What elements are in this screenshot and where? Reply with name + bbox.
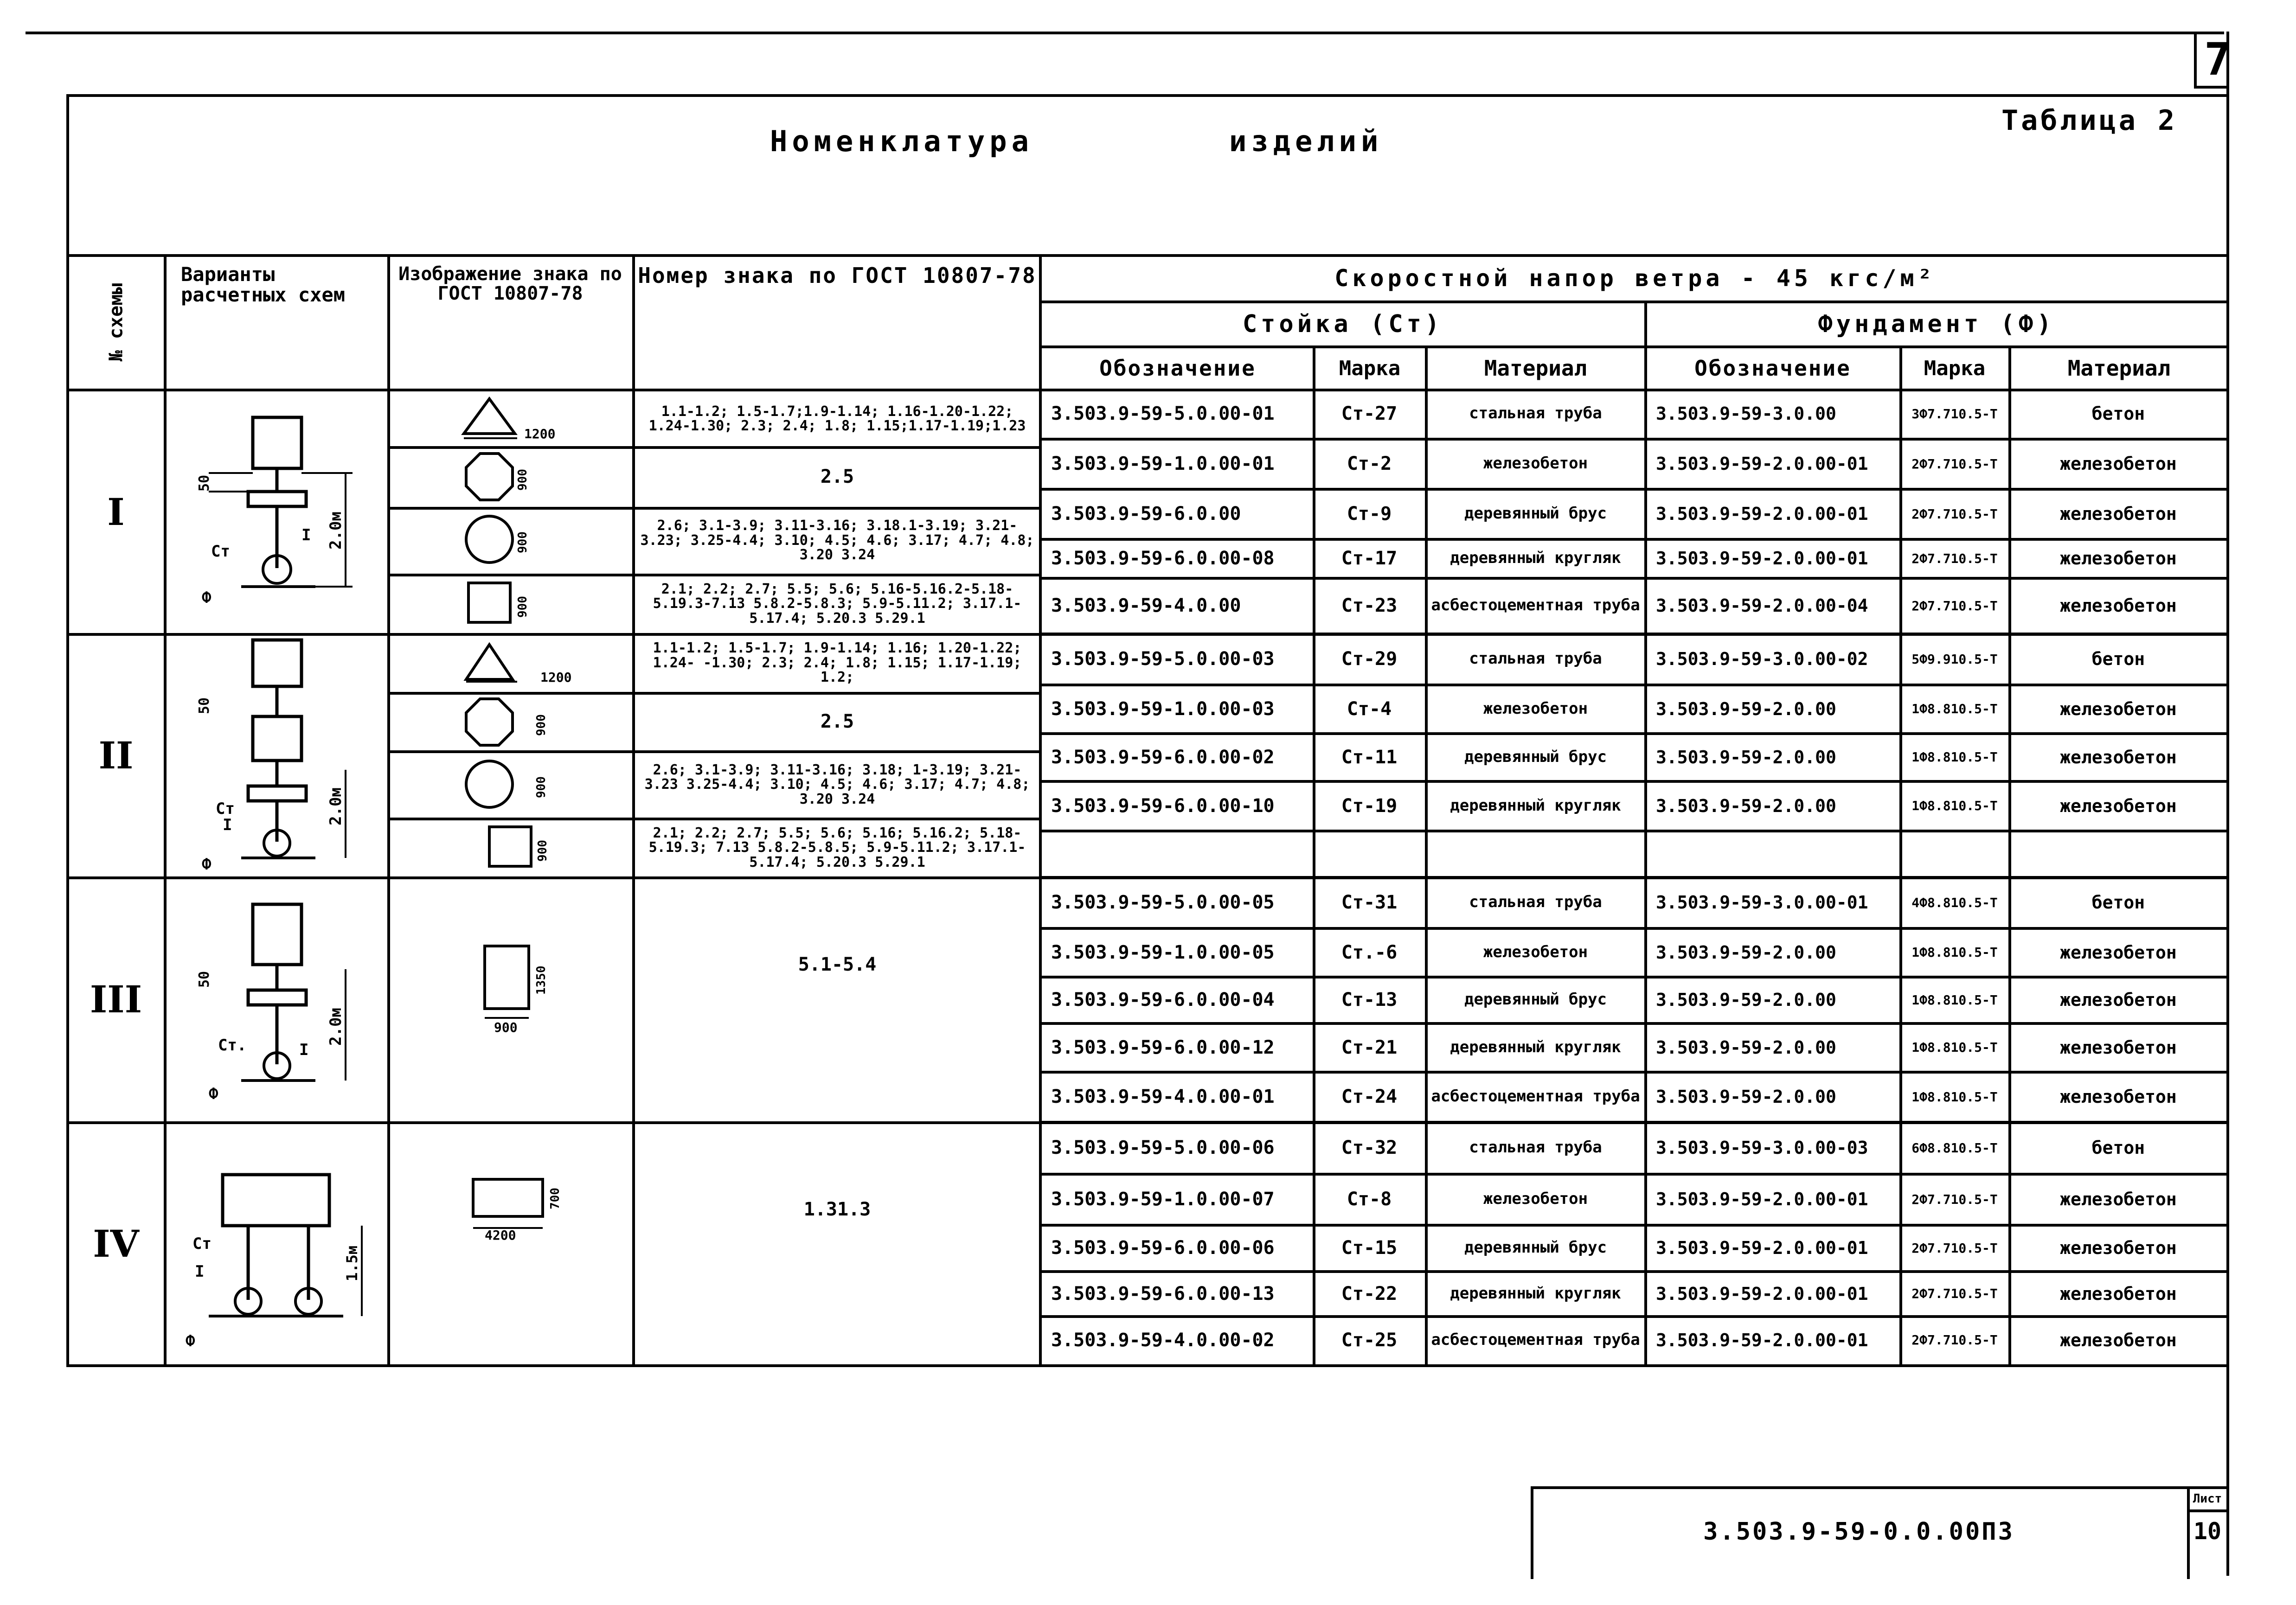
row-f-designation: 3.503.9-59-2.0.00-01 <box>1656 1238 1868 1258</box>
header-line-2 <box>1041 301 2229 303</box>
header-f-mark: Марка <box>1924 356 1986 380</box>
row-mark: Ст-13 <box>1341 989 1398 1010</box>
header-designation: Обозначение <box>1099 356 1256 381</box>
row-designation: 3.503.9-59-6.0.00-06 <box>1051 1237 1275 1259</box>
row-designation: 3.503.9-59-6.0.00 <box>1051 503 1241 524</box>
row-material: деревянный брус <box>1464 747 1607 766</box>
row-f-designation: 3.503.9-59-2.0.00-04 <box>1656 595 1868 616</box>
sign-number-6: 2.5 <box>820 711 854 732</box>
row-f-material: железобетон <box>2060 747 2177 767</box>
scheme-3-height: 2.0м <box>327 1008 345 1046</box>
row-mark: Ст-17 <box>1341 548 1398 569</box>
row-designation: 3.503.9-59-6.0.00-12 <box>1051 1036 1275 1058</box>
row-designation: 3.503.9-59-4.0.00 <box>1051 595 1241 616</box>
row-f-material: железобетон <box>2060 1189 2177 1209</box>
sign-number-1: 1.1-1.2; 1.5-1.7;1.9-1.14; 1.16-1.20-1.22; 1.24-1.30; 2.3; 2.4; 1.8; 1.15;1.17-1.19;1.23 <box>648 403 1026 434</box>
sign-number-7: 2.6; 3.1-3.9; 3.11-3.16; 3.18; 1-3.19; 3.21-3.23 3.25-4.4; 3.10; 4.5; 4.6; 3.17; 4.7; 4.8; 3.20 3.24 <box>644 761 1030 807</box>
row-f-mark: 5Ф9.910.5-Т <box>1911 651 1998 667</box>
row-f-material: железобетон <box>2060 548 2177 569</box>
header-wind: Скоростной напор ветра - 45 кгс/м² <box>1334 265 1936 292</box>
row-designation: 3.503.9-59-6.0.00-08 <box>1051 548 1275 569</box>
sign-octagon-2 <box>390 694 631 749</box>
row-mark: Ст-25 <box>1341 1329 1398 1351</box>
header-variants: Варианты расчетных схем <box>181 264 346 307</box>
scheme-1-one: I <box>301 526 311 544</box>
header-top-line <box>66 254 2229 257</box>
row-f-designation: 3.503.9-59-2.0.00 <box>1656 698 1836 719</box>
row-f-designation: 3.503.9-59-2.0.00 <box>1656 747 1836 767</box>
right-border-line <box>2226 32 2229 1576</box>
scheme-4-f: Ф <box>186 1332 195 1350</box>
sign-square-1 <box>390 576 631 632</box>
table-left-line <box>66 94 69 1367</box>
sign-number-9: 5.1-5.4 <box>798 954 877 975</box>
row-mark: Ст-2 <box>1347 453 1392 474</box>
sign-square-1-dim: 900 <box>516 596 530 618</box>
stamp-sheet-line <box>2187 1509 2229 1512</box>
sign-rect-4 <box>390 1124 631 1364</box>
row-f-designation: 3.503.9-59-3.0.00-02 <box>1656 649 1868 669</box>
row-f-material: железобетон <box>2060 942 2177 963</box>
row-designation <box>1043 832 1319 875</box>
row-f-designation: 3.503.9-59-3.0.00-01 <box>1656 892 1868 913</box>
row-f-mark: 1Ф8.810.5-Т <box>1911 749 1998 765</box>
row-mark <box>1315 832 1423 875</box>
row-mark: Ст-32 <box>1341 1137 1398 1158</box>
row-f-designation: 3.503.9-59-2.0.00-01 <box>1656 1330 1868 1350</box>
scheme-2-one: I <box>223 816 232 834</box>
row-f-mark: 1Ф8.810.5-Т <box>1911 992 1998 1008</box>
row-mark: Ст-9 <box>1347 503 1392 524</box>
row-f-material: железобетон <box>2060 595 2177 616</box>
row-designation: 3.503.9-59-5.0.00-01 <box>1051 403 1275 424</box>
header-post: Стойка (Ст) <box>1242 310 1443 338</box>
row-f-mark: 2Ф7.710.5-Т <box>1911 456 1998 472</box>
row-f-designation: 3.503.9-59-2.0.00-01 <box>1656 548 1868 569</box>
row-f-material: бетон <box>2091 1138 2145 1158</box>
sign-square-2-dim: 900 <box>536 840 550 862</box>
sheet-number: 7 <box>2204 33 2231 85</box>
row-f-material <box>2011 832 2225 875</box>
row-f-material: железобетон <box>2060 1037 2177 1058</box>
row-material: стальная труба <box>1469 893 1602 912</box>
row-material: стальная труба <box>1469 1138 1602 1157</box>
row-f-mark: 2Ф7.710.5-Т <box>1911 1240 1998 1256</box>
row-designation: 3.503.9-59-6.0.00-04 <box>1051 989 1275 1010</box>
row-f-designation: 3.503.9-59-2.0.00-01 <box>1656 454 1868 474</box>
row-material: деревянный брус <box>1464 504 1607 523</box>
row-designation: 3.503.9-59-5.0.00-03 <box>1051 648 1275 670</box>
sign-number-3: 2.6; 3.1-3.9; 3.11-3.16; 3.18.1-3.19; 3.21-3.23; 3.25-4.4; 3.10; 4.5; 4.6; 3.17; 4.7; 4.8; 3.20 3.24 <box>640 518 1034 563</box>
sign-number-10: 1.31.3 <box>803 1199 871 1220</box>
scheme-1-diagram <box>167 392 385 632</box>
row-material: железобетон <box>1483 454 1588 473</box>
sign-triangle-1-dim: 1200 <box>524 426 556 441</box>
row-f-mark: 1Ф8.810.5-Т <box>1911 798 1998 813</box>
scheme-2-number: II <box>98 734 134 777</box>
row-mark: Ст-8 <box>1347 1189 1392 1210</box>
scheme-1-f: Ф <box>202 588 212 607</box>
row-f-material: железобетон <box>2060 795 2177 816</box>
row-f-designation: 3.503.9-59-2.0.00 <box>1656 1087 1836 1107</box>
row-designation: 3.503.9-59-1.0.00-01 <box>1051 453 1275 474</box>
table-top-line <box>66 94 2229 97</box>
row-mark: Ст-21 <box>1341 1036 1398 1058</box>
row-f-material: бетон <box>2091 403 2145 424</box>
scheme-1-st: Ст <box>211 542 230 561</box>
row-designation: 3.503.9-59-5.0.00-05 <box>1051 892 1275 913</box>
row-material: асбестоцементная труба <box>1431 1330 1640 1349</box>
row-material: железобетон <box>1483 942 1588 961</box>
scheme-2-diagram <box>167 635 385 876</box>
row-f-designation: 3.503.9-59-2.0.00-01 <box>1656 1283 1868 1304</box>
row-designation: 3.503.9-59-6.0.00-13 <box>1051 1283 1275 1304</box>
row-f-mark: 1Ф8.810.5-Т <box>1911 701 1998 716</box>
row-mark: Ст-15 <box>1341 1237 1398 1259</box>
row-material: железобетон <box>1483 1189 1588 1209</box>
header-f-material: Материал <box>2067 356 2171 381</box>
scheme-1-number: I <box>107 490 125 534</box>
header-mark: Марка <box>1339 356 1401 380</box>
row-material: стальная труба <box>1469 404 1602 423</box>
col-line-7 <box>1644 301 1647 1366</box>
header-scheme-no: № схемы <box>105 283 127 362</box>
row-f-mark: 2Ф7.710.5-Т <box>1911 1286 1998 1301</box>
row-material: деревянный кругляк <box>1450 549 1621 568</box>
scheme-2-height: 2.0м <box>327 787 345 825</box>
row-designation: 3.503.9-59-4.0.00-02 <box>1051 1329 1275 1351</box>
row-mark: Ст-22 <box>1341 1283 1398 1304</box>
sign-circle-1-dim: 900 <box>516 531 530 553</box>
row-material <box>1428 832 1643 875</box>
sign-triangle-1 <box>390 392 631 445</box>
row-mark: Ст-29 <box>1341 648 1398 670</box>
scheme-1-dim50: 50 <box>196 474 212 492</box>
header-f-designation: Обозначение <box>1694 356 1851 381</box>
sign-rect-3-w: 900 <box>494 1020 518 1035</box>
row-f-designation: 3.503.9-59-2.0.00 <box>1656 990 1836 1010</box>
scheme-3-number: III <box>90 978 142 1021</box>
scheme-2-f: Ф <box>202 855 212 874</box>
sign-square-2 <box>390 820 631 876</box>
scheme-3-f: Ф <box>209 1085 218 1103</box>
row-f-mark: 4Ф8.810.5-Т <box>1911 895 1998 910</box>
row-f-material: железобетон <box>2060 1283 2177 1304</box>
row-f-material: бетон <box>2091 649 2145 669</box>
header-material: Материал <box>1484 356 1587 381</box>
row-f-designation: 3.503.9-59-2.0.00-01 <box>1656 1189 1868 1209</box>
row-f-material: железобетон <box>2060 454 2177 474</box>
row-material: железобетон <box>1483 699 1588 718</box>
row-material: асбестоцементная труба <box>1431 1087 1640 1106</box>
sign-circle-2-dim: 900 <box>534 776 548 798</box>
sheet-number-box-bottom <box>2194 86 2226 89</box>
scheme-4-diagram <box>167 1124 385 1364</box>
col-line-4 <box>1039 254 1042 1366</box>
sign-rect-4-h: 700 <box>548 1188 562 1209</box>
scheme-4-one: I <box>195 1262 205 1281</box>
row-f-designation: 3.503.9-59-3.0.00 <box>1656 403 1836 424</box>
sign-number-8: 2.1; 2.2; 2.7; 5.5; 5.6; 5.16; 5.16.2; 5.18-5.19.3; 7.13 5.8.2-5.8.5; 5.9-5.11.2; 3.17.1-5.17.4; 5.20.3 5.29.1 <box>648 825 1026 870</box>
sign-rect-4-w: 4200 <box>485 1228 516 1243</box>
row-designation: 3.503.9-59-6.0.00-02 <box>1051 746 1275 768</box>
row-f-mark: 2Ф7.710.5-Т <box>1911 1332 1998 1348</box>
row-f-mark: 6Ф8.810.5-Т <box>1911 1140 1998 1156</box>
scheme-3-diagram <box>167 879 385 1120</box>
row-material: деревянный кругляк <box>1450 796 1621 815</box>
header-sign-number: Номер знака по ГОСТ 10807-78 <box>638 264 1037 288</box>
row-f-designation: 3.503.9-59-3.0.00-03 <box>1656 1138 1868 1158</box>
row-designation: 3.503.9-59-1.0.00-07 <box>1051 1189 1275 1210</box>
row-material: стальная труба <box>1469 649 1602 668</box>
scheme-1-height: 2.0м <box>327 512 345 550</box>
sign-octagon-2-dim: 900 <box>534 714 548 736</box>
top-border-line <box>26 32 2224 34</box>
row-mark: Ст-11 <box>1341 746 1398 768</box>
sign-circle-1 <box>390 509 631 572</box>
scheme-4-height: 1.5м <box>343 1245 361 1281</box>
stamp-code: 3.503.9-59-0.0.00ПЗ <box>1703 1517 2014 1546</box>
sheet-number-box-left <box>2194 32 2197 87</box>
row-mark: Ст-24 <box>1341 1086 1398 1107</box>
sign-rect-3 <box>390 879 631 1120</box>
row-f-designation: 3.503.9-59-2.0.00 <box>1656 1037 1836 1058</box>
sign-number-5: 1.1-1.2; 1.5-1.7; 1.9-1.14; 1.16; 1.20-1.22; 1.24- -1.30; 2.3; 2.4; 1.8; 1.15; 1.17-1.19; 1.2; <box>653 640 1022 686</box>
sign-triangle-2-dim: 1200 <box>540 670 572 685</box>
scheme-4-st: Ст <box>192 1234 212 1253</box>
row-f-designation: 3.503.9-59-2.0.00 <box>1656 942 1836 963</box>
row-f-material: железобетон <box>2060 990 2177 1010</box>
row-f-mark: 2Ф7.710.5-Т <box>1911 598 1998 614</box>
sign-number-4: 2.1; 2.2; 2.7; 5.5; 5.6; 5.16-5.16.2-5.18-5.19.3-7.13 5.8.2-5.8.3; 5.9-5.11.2; 3.17.1-5.17.4; 5.20.3 5.29.1 <box>653 581 1022 627</box>
header-foundation: Фундамент (Ф) <box>1818 310 2055 338</box>
scheme-3-one: I <box>299 1041 309 1059</box>
row-f-mark: 1Ф8.810.5-Т <box>1911 1040 1998 1055</box>
title-right: изделий <box>1229 124 1383 158</box>
row-f-mark: 2Ф7.710.5-Т <box>1911 1191 1998 1207</box>
row-designation: 3.503.9-59-4.0.00-01 <box>1051 1086 1275 1107</box>
row-f-designation: 3.503.9-59-2.0.00-01 <box>1656 504 1868 524</box>
scheme-2-st: Ст <box>216 799 235 818</box>
row-mark: Ст.-6 <box>1341 941 1398 963</box>
row-f-mark: 1Ф8.810.5-Т <box>1911 1089 1998 1105</box>
header-line-3 <box>1041 345 2229 348</box>
row-f-mark <box>1902 832 2007 875</box>
row-f-material: бетон <box>2091 892 2145 913</box>
col-line-3 <box>632 254 635 1366</box>
row-mark: Ст-19 <box>1341 795 1398 817</box>
row-material: асбестоцементная труба <box>1431 596 1640 615</box>
row-f-mark: 2Ф7.710.5-Т <box>1911 550 1998 566</box>
row-mark: Ст-27 <box>1341 403 1398 424</box>
row-designation: 3.503.9-59-6.0.00-10 <box>1051 795 1275 817</box>
row-designation: 3.503.9-59-1.0.00-05 <box>1051 941 1275 963</box>
row-f-material: железобетон <box>2060 1238 2177 1258</box>
sign-circle-2 <box>390 753 631 817</box>
row-mark: Ст-4 <box>1347 698 1392 720</box>
row-material: деревянный кругляк <box>1450 1284 1621 1303</box>
row-mark: Ст-31 <box>1341 892 1398 913</box>
header-sign-image: Изображение знака по ГОСТ 10807-78 <box>398 264 622 304</box>
sign-number-2: 2.5 <box>820 466 854 487</box>
row-designation: 3.503.9-59-5.0.00-06 <box>1051 1137 1275 1158</box>
row-material: деревянный брус <box>1464 990 1607 1009</box>
title-left: Номенклатура <box>770 124 1033 158</box>
scheme-3-st: Ст. <box>218 1036 247 1055</box>
row-f-mark: 1Ф8.810.5-Т <box>1911 945 1998 960</box>
table-label: Таблица 2 <box>2001 104 2178 137</box>
stamp-sheet-label: Лист <box>2193 1492 2222 1506</box>
table-bottom-line <box>66 1364 2229 1367</box>
row-mark: Ст-23 <box>1341 595 1398 616</box>
row-f-material: железобетон <box>2060 698 2177 719</box>
row-f-material: железобетон <box>2060 1330 2177 1350</box>
row-material: деревянный брус <box>1464 1238 1607 1257</box>
row-f-material: железобетон <box>2060 1087 2177 1107</box>
sign-triangle-2 <box>390 635 631 691</box>
row-designation: 3.503.9-59-1.0.00-03 <box>1051 698 1275 720</box>
sign-octagon-1-dim: 900 <box>516 469 530 491</box>
row-f-mark: 2Ф7.710.5-Т <box>1911 506 1998 522</box>
sign-octagon-1 <box>390 449 631 505</box>
scheme-2-dim50: 50 <box>196 697 212 714</box>
row-f-designation: 3.503.9-59-2.0.00 <box>1656 795 1836 816</box>
sign-rect-3-h: 1350 <box>534 966 548 995</box>
scheme-4-number: IV <box>93 1222 139 1266</box>
stamp-top-line <box>1531 1486 2229 1489</box>
row-f-mark: 3Ф7.710.5-Т <box>1911 406 1998 422</box>
scheme-3-dim50: 50 <box>196 971 212 988</box>
col-line-1 <box>164 254 167 1366</box>
row-f-material: железобетон <box>2060 504 2177 524</box>
row-f-designation <box>1648 832 1906 875</box>
row-material: деревянный кругляк <box>1450 1037 1621 1056</box>
stamp-sheet-number: 10 <box>2193 1518 2222 1545</box>
